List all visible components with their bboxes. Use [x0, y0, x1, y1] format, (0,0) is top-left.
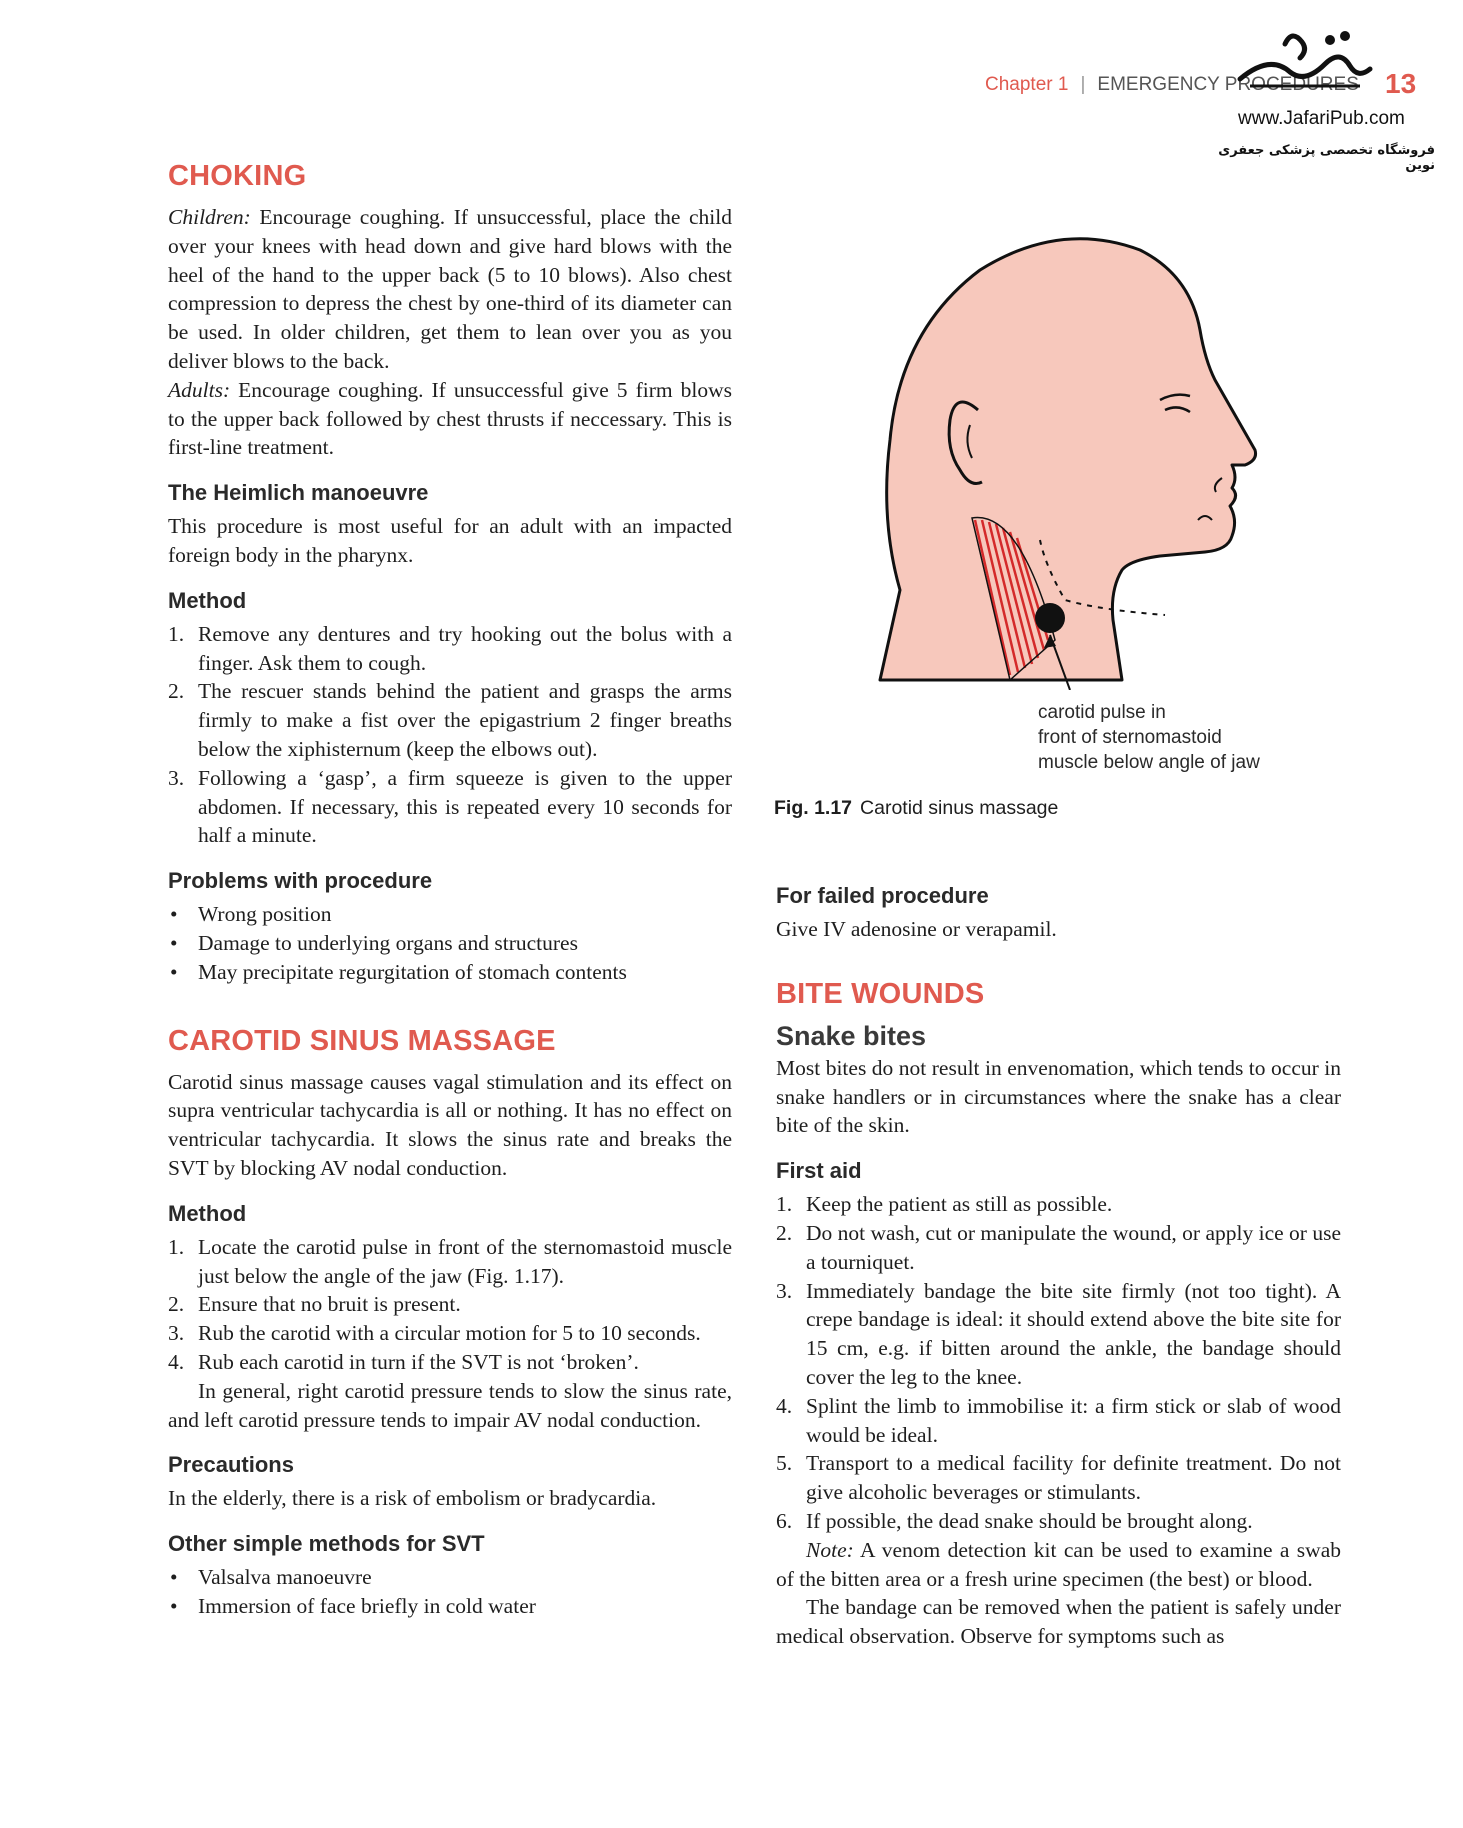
carotid-method-list [168, 1233, 732, 1377]
list-item: 2. Ensure that no bruit is present. [168, 1292, 461, 1317]
list-item: 1. Locate the carotid pulse in front of the sternomastoid muscle just below the angle of the jaw (Fig. 1.17). [168, 1234, 732, 1288]
list-item: 4. Splint the limb to immobilise it: a firm stick or slab of wood would be ideal. [776, 1393, 1341, 1447]
carotid-figure [860, 220, 1300, 690]
list-item: • Damage to underlying organs and structures [170, 930, 578, 955]
carotid-method-heading: Method [168, 1200, 247, 1226]
section-label: EMERGENCY PROCEDURES [1097, 74, 1359, 95]
method-heading: Method [168, 587, 247, 613]
list-item: 2. The rescuer stands behind the patient and grasps the arms firmly to make a fist over the epigastrium 2 finger breaths below the xiphisternum (keep the elbows out). [168, 679, 732, 761]
figure-number: Fig. 1.17 [774, 797, 853, 819]
list-item: • Valsalva manoeuvre [170, 1565, 372, 1590]
snake-bites-paragraph: Most bites do not result in envenomation, which tends to occur in snake handlers or in circumstances where the snake has a clear bite of the skin. [776, 1055, 1341, 1138]
choking-method-list [168, 620, 732, 850]
list-item: 3. Immediately bandage the bite site firmly (not too tight). A crepe bandage is ideal: it should extend above the bite site for 15 cm, e.g. if bitten around the ankle, the bandage should cover the leg to the knee. [776, 1278, 1341, 1389]
choking-children-paragraph: Children: Encourage coughing. If unsuccessful, place the child over your knees with head down and give hard blows with the heel of the hand to the upper back (5 to 10 blows). Also chest compression to depress the chest by one-third of its diameter can be used. In older children, get them to lean over you as you deliver blows to the back. [168, 205, 732, 373]
carotid-intro: Carotid sinus massage causes vagal stimulation and its effect on supra ventricular tachycardia is all or nothing. It has no effect on ventricular tachycardia. It slows the sinus rate and breaks the SVT by blocking AV nodal conduction. [168, 1069, 732, 1180]
list-item: 1. Keep the patient as still as possible. [776, 1192, 1113, 1217]
precautions-paragraph: In the elderly, there is a risk of embolism or bradycardia. [168, 1486, 657, 1511]
other-methods-heading: Other simple methods for SVT [168, 1531, 485, 1557]
first-aid-heading: First aid [776, 1158, 862, 1184]
list-item: • Immersion of face briefly in cold water [170, 1593, 536, 1618]
choking-heading: CHOKING [168, 160, 307, 192]
list-item: 3. Rub the carotid with a circular motion for 5 to 10 seconds. [168, 1321, 701, 1346]
list-item: 3. Following a ‘gasp’, a firm squeeze is given to the upper abdomen. If necessary, this is repeated every 10 seconds for half a minute. [168, 765, 732, 848]
bandage-paragraph: The bandage can be removed when the patient is safely under medical observation. Observe for symptoms such as [776, 1595, 1341, 1649]
head-silhouette [880, 239, 1256, 680]
list-item: • Wrong position [170, 902, 332, 927]
page-number: 13 [1385, 68, 1417, 99]
list-item: 4. Rub each carotid in turn if the SVT is not ‘broken’. [168, 1349, 639, 1374]
bite-wounds-heading: BITE WOUNDS [776, 977, 985, 1010]
list-item: 1. Remove any dentures and try hooking out the bolus with a finger. Ask them to cough. [168, 621, 732, 675]
children-label: Children: [168, 205, 251, 229]
watermark-url[interactable]: www.JafariPub.com [1238, 108, 1405, 129]
list-item: 2. Do not wash, cut or manipulate the wound, or apply ice or use a tourniquet. [776, 1220, 1341, 1274]
list-item: 6. If possible, the dead snake should be brought along. [776, 1508, 1253, 1533]
heimlich-heading: The Heimlich manoeuvre [168, 480, 429, 506]
problems-heading: Problems with procedure [168, 868, 433, 894]
carotid-heading: CAROTID SINUS MASSAGE [168, 1024, 556, 1057]
list-item: 5. Transport to a medical facility for definite treatment. Do not give alcoholic beverages or stimulants. [776, 1451, 1341, 1505]
failed-procedure-paragraph: Give IV adenosine or verapamil. [776, 917, 1057, 941]
problems-list [168, 900, 732, 986]
right-column [776, 883, 1341, 1651]
choking-adults-paragraph: Adults: Encourage coughing. If unsuccessful give 5 firm blows to the upper back followed by chest thrusts if neccessary. This is first-line treatment. [168, 377, 732, 460]
carotid-pulse-marker [1035, 603, 1065, 633]
left-column [168, 160, 732, 1621]
snake-bites-heading: Snake bites [776, 1020, 927, 1051]
carotid-method-note: In general, right carotid pressure tends to slow the sinus rate, and left carotid pressure tends to impair AV nodal conduction. [168, 1378, 732, 1432]
other-methods-list [168, 1563, 732, 1621]
note-paragraph: Note: A venom detection kit can be used to examine a swab of the bitten area or a fresh urine specimen (the best) or blood. [776, 1537, 1341, 1591]
note-label: Note: [806, 1537, 854, 1562]
adults-label: Adults: [168, 377, 231, 402]
list-item: • May precipitate regurgitation of stomach contents [170, 959, 627, 984]
chapter-label: Chapter 1 [985, 74, 1069, 95]
first-aid-list [776, 1190, 1341, 1536]
watermark-text: فروشگاه تخصصی پزشکی جعفری نوین [1218, 143, 1435, 173]
failed-procedure-heading: For failed procedure [776, 883, 989, 908]
heimlich-paragraph: This procedure is most useful for an adult with an impacted foreign body in the pharynx. [168, 514, 732, 567]
figure-label: carotid pulse in front of sternomastoid muscle below angle of jaw [1038, 702, 1260, 773]
header-divider: | [1080, 74, 1086, 95]
precautions-heading: Precautions [168, 1452, 294, 1478]
publisher-logo-icon [1230, 24, 1380, 94]
figure-caption: Fig. 1.17 Carotid sinus massage [774, 797, 1059, 819]
